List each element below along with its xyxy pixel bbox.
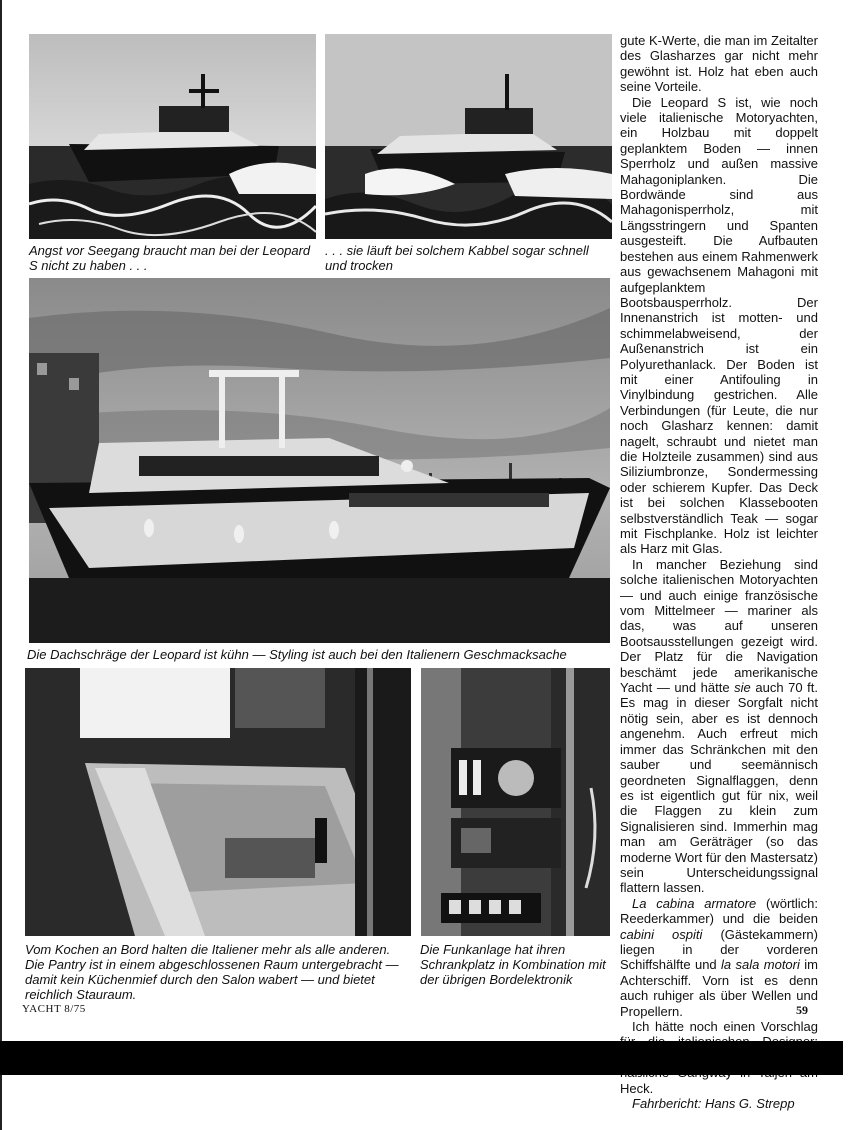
photo-galley-pantry	[25, 668, 411, 936]
article-paragraph-5: Ich hätte noch einen Vorschlag Heck.	[620, 1019, 818, 1096]
photo-radio-equipment	[421, 668, 610, 936]
article-paragraph-4-emphasis-1: La cabina armatore	[632, 895, 757, 911]
scan-edge	[0, 0, 2, 1130]
page-number: 59	[796, 1003, 808, 1017]
caption-photo-3: Die Dachschräge der Leopard ist kühn — Styling ist auch bei den Italienern Geschmacksache	[27, 647, 567, 662]
article-paragraph-4-part-c: im Achterschiff. Vorn ist es denn auch ruhiger als über Wellen und Propellern.	[620, 957, 818, 1019]
article-column	[620, 33, 818, 1111]
magazine-issue: YACHT 8/75	[22, 1003, 86, 1015]
article-paragraph-3	[620, 557, 818, 896]
caption-photo-1: Angst vor Seegang braucht man bei der Leopard S nicht zu haben . . .	[29, 243, 311, 273]
article-byline: Fahrbericht: Hans G. Strepp	[632, 1096, 795, 1112]
article-paragraph-4-emphasis-2: cabini ospiti	[620, 926, 703, 942]
article-paragraph-4-emphasis-3: la sala motori	[721, 957, 800, 973]
article-paragraph-2: Die Leopard S ist, wie noch viele italienische Motoryachten, ein Holzbau mit doppelt geplanktem Boden — innen Sperrholz und außen massive Mahagoniplanken. Die Bordwände sind aus Mahagonisperrholz, mit Längsstringern und Spanten ausgesteift. Die Aufbauten bestehen aus einem Rahmenwerk aus gewachsenem Mahagoni mit aufgeplanktem Bootsbausperrholz. Der Innenanstrich ist motten- und schimmelabweisend, der Außenanstrich ist ein Polyurethanlack. Der Boden ist mit einer Antifouling in Vinylbindung gestrichen. Alle Verbindungen (für Leute, die nur noch Glasharz kennen: damit nagelt, schraubt und nietet man die Holzteile zusammen) sind aus Siliziumbronze, Sondermessing oder schierem Kupfer. Das Deck ist bei solchen Klassebooten selbstverständlich Teak — sogar mit Fischplanke. Holz ist leichter als Harz mit Glas.	[620, 94, 818, 557]
photo-boat-heavy-seas	[29, 34, 316, 239]
caption-photo-4: Vom Kochen an Bord halten die Italiener mehr als alle anderen. Die Pantry ist in einem abgeschlossenen Raum untergebracht — damit kein Küchenmief durch den Salon wabert — und bietet reichlich Stauraum.	[25, 942, 399, 1002]
article-paragraph-3-emphasis: sie	[734, 680, 751, 696]
scan-black-bar	[0, 1041, 843, 1075]
article-paragraph-4-part-b: (Gästekammern) liegen in der vorderen Schiffshälfte und	[620, 926, 818, 973]
article-paragraph-4-part-a: (wörtlich: Reederkammer) und die beiden	[620, 895, 819, 927]
photo-boat-running-fast	[325, 34, 612, 239]
article-paragraph-3-part-a: In mancher Beziehung sind solche italienischen Motoryachten — und auch einige französische vom Mittelmeer — mariner als das, was auf unseren Bootsausstellungen gezeigt wird. Der Platz für die Navigation beschämt jede amerikanische Yacht — und hätte	[620, 556, 818, 696]
caption-photo-2: . . . sie läuft bei solchem Kabbel sogar schnell und trocken	[325, 243, 589, 273]
article-paragraph-3-part-b: auch 70 ft. Es mag in dieser Sorgfalt nicht nötig sein, aber es ist dennoch angenehm. Auch erfreut mich immer das Schränkchen mit den sauber und seemännisch geordneten Signalflaggen, denn es ist eigentlich gut für nix, weil die Flaggen zu klein zum Signalisieren sind. Immerhin mag man am Geräträger (so das moderne Wort für den Mastersatz) sein Unterscheidungssignal flattern lassen.	[620, 680, 818, 896]
caption-photo-5: Die Funkanlage hat ihren Schrankplatz in Kombination mit der übrigen Bordelektronik	[420, 942, 606, 987]
photo-yacht-harbour	[29, 278, 610, 643]
article-paragraph-4	[620, 896, 818, 1019]
article-paragraph-1: gute K-Werte, die man im Zeitalter des Glasharzes gar nicht mehr gewöhnt ist. Holz hat eben auch seine Vorteile.	[620, 33, 818, 95]
